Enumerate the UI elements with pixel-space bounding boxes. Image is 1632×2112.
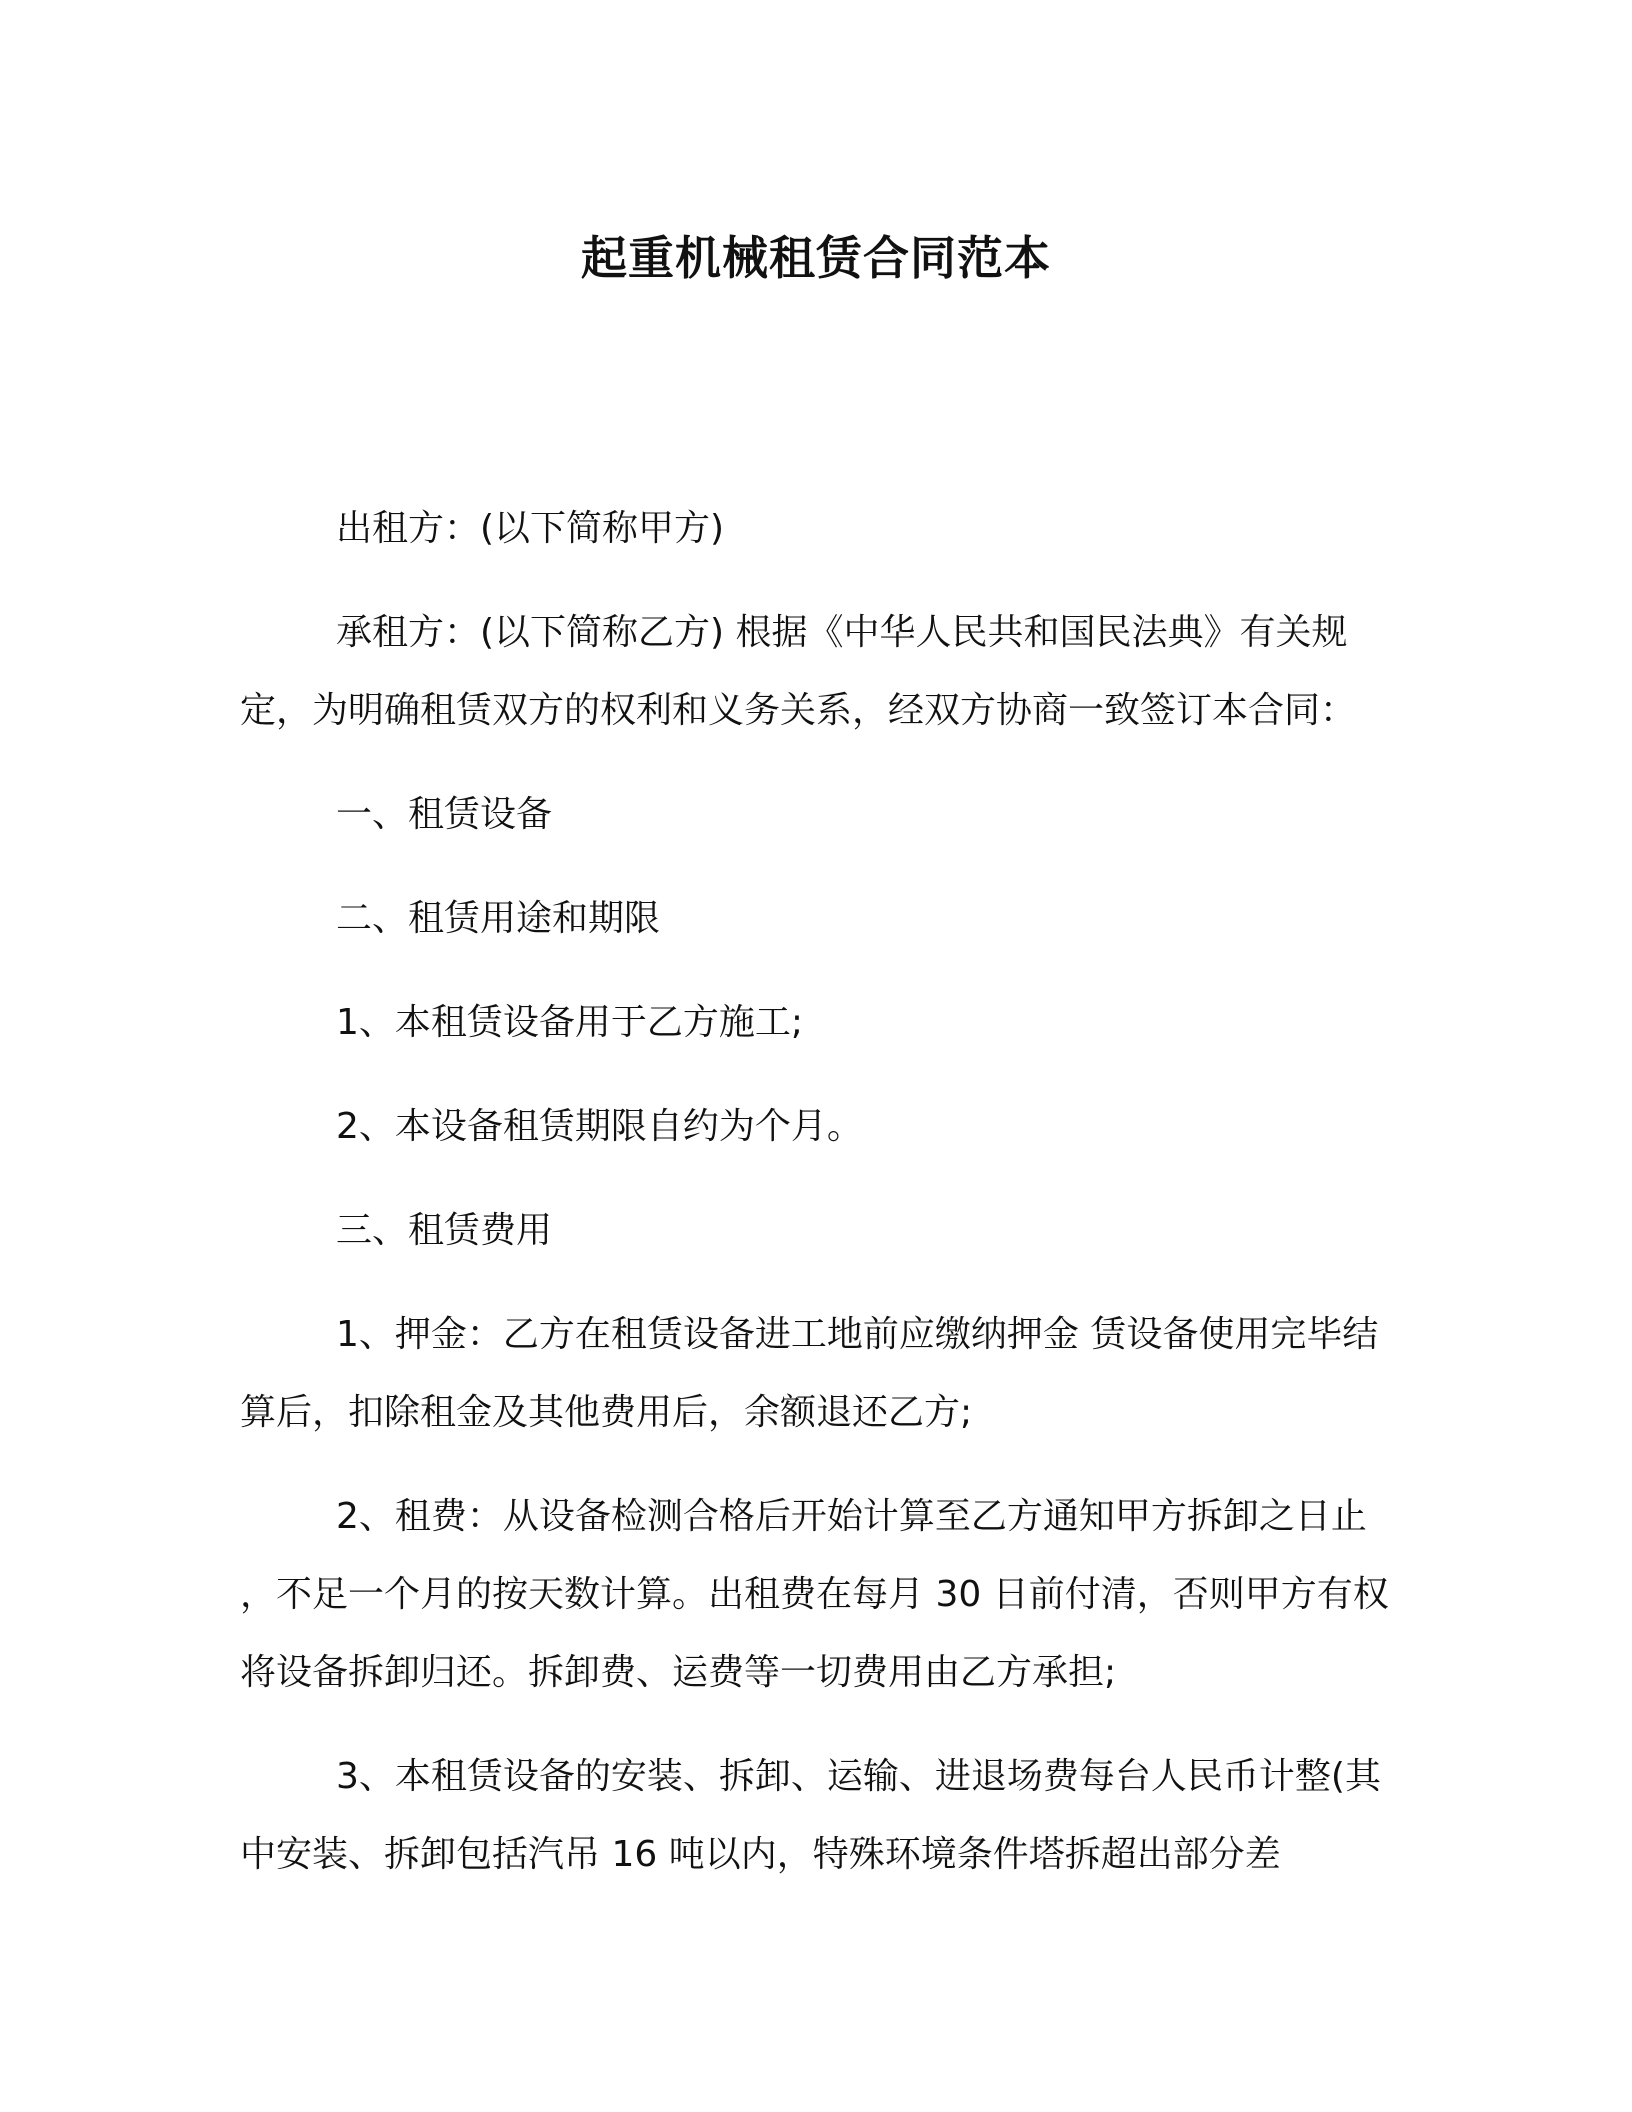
section-heading-fees: 三、租赁费用 <box>336 1210 553 1251</box>
section-heading-purpose-term: 二、租赁用途和期限 <box>336 898 661 939</box>
document-body <box>240 490 1390 1920</box>
paragraph-lessor: 出租方：(以下简称甲方) <box>336 508 725 549</box>
section-heading-equipment: 一、租赁设备 <box>336 794 553 835</box>
clause-installation: 3、本租赁设备的安装、拆卸、运输、进退场费每台人民币计整(其中安装、拆卸包括汽吊 16 吨以内，特殊环境条件塔拆超出部分差 <box>240 1756 1381 1875</box>
clause-term: 2、本设备租赁期限自约为个月。 <box>336 1106 863 1147</box>
clause-purpose: 1、本租赁设备用于乙方施工; <box>336 1002 804 1043</box>
document-title: 起重机械租赁合同范本 <box>581 231 1051 285</box>
clause-rent: 2、租费：从设备检测合格后开始计算至乙方通知甲方拆卸之日止 ，不足一个月的按天数计算。出租费在每月 30 日前付清，否则甲方有权将设备拆卸归还。拆卸费、运费等一切费用由乙方承担; <box>240 1496 1389 1693</box>
clause-deposit: 1、押金：乙方在租赁设备进工地前应缴纳押金 赁设备使用完毕结算后，扣除租金及其他费用后，余额退还乙方; <box>240 1314 1379 1433</box>
paragraph-lessee: 承租方：(以下简称乙方) 根据《中华人民共和国民法典》有关规定，为明确租赁双方的权利和义务关系，经双方协商一致签订本合同： <box>240 612 1357 731</box>
